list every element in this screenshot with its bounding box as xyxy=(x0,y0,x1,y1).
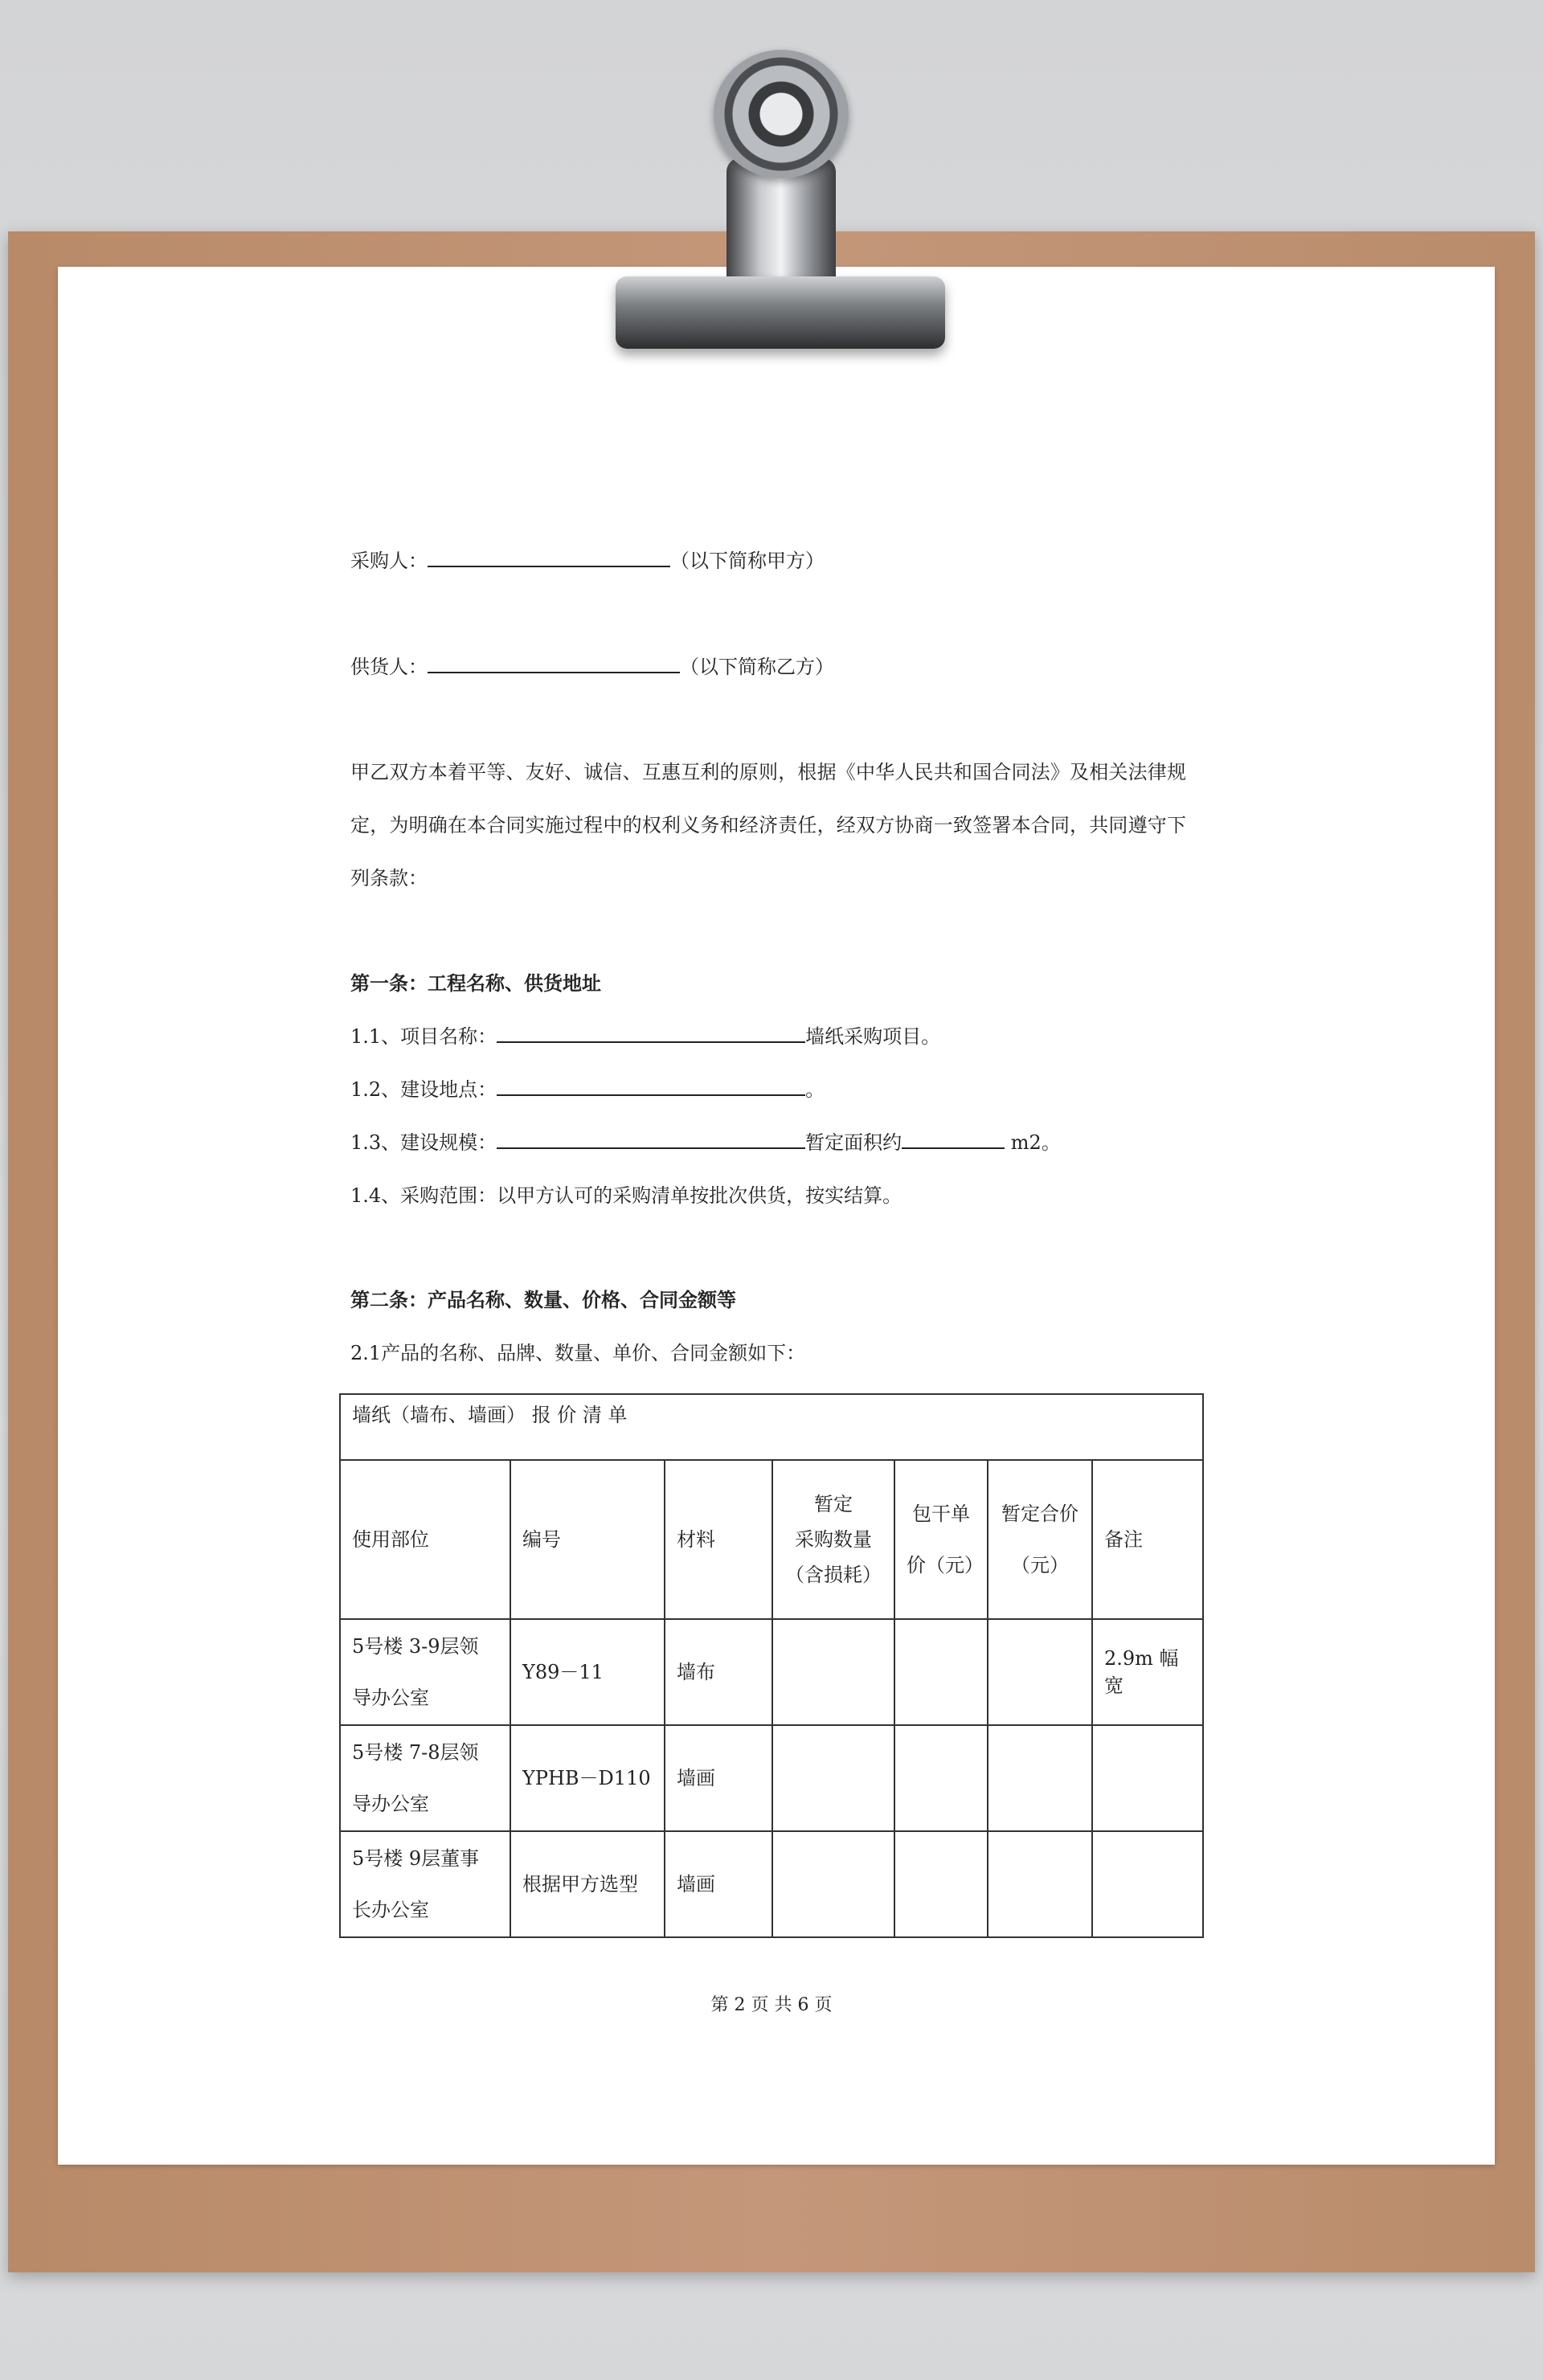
supplier-label: 供货人： xyxy=(350,656,428,678)
location-blank[interactable] xyxy=(497,1078,805,1096)
row1-code: Y89－11 xyxy=(510,1619,665,1725)
header-unit-price xyxy=(894,1460,988,1619)
header-location: 使用部位 xyxy=(340,1460,510,1619)
row1-unit-price[interactable] xyxy=(894,1619,988,1725)
scale-blank[interactable] xyxy=(497,1131,805,1149)
quote-table xyxy=(339,1393,1204,1938)
article1-item1 xyxy=(350,1024,940,1049)
table-row xyxy=(340,1831,1203,1937)
buyer-suffix: （以下简称甲方） xyxy=(670,550,825,572)
row2-unit-price[interactable] xyxy=(894,1725,988,1831)
row1-quantity[interactable] xyxy=(772,1619,894,1725)
binder-clip-jaw xyxy=(616,276,945,349)
supplier-line xyxy=(350,654,834,680)
table-title: 墙纸（墙布、墙画） 报 价 清 单 xyxy=(340,1394,1203,1460)
row3-quantity[interactable] xyxy=(772,1831,894,1937)
row2-location-line1: 5号楼 7-8层领 xyxy=(352,1741,479,1764)
row3-total[interactable] xyxy=(988,1831,1092,1937)
row2-code: YPHB－D110 xyxy=(510,1725,665,1831)
header-quantity-line3: （含损耗） xyxy=(785,1564,882,1586)
binder-clip-ring xyxy=(714,50,849,178)
project-name-blank[interactable] xyxy=(497,1025,805,1043)
row3-location-line2: 长办公室 xyxy=(352,1899,429,1921)
row3-location-line1: 5号楼 9层董事 xyxy=(352,1847,480,1870)
header-unit-price-line1: 包干单 xyxy=(912,1503,970,1525)
item2-label: 1.2、建设地点： xyxy=(350,1078,497,1101)
preamble-paragraph: 甲乙双方本着平等、友好、诚信、互惠互利的原则，根据《中华人民共和国合同法》及相关法律规定，为明确在本合同实施过程中的权利义务和经济责任，经双方协商一致签署本合同，共同遵守下列条款： xyxy=(350,761,1186,889)
row3-code: 根据甲方选型 xyxy=(510,1831,665,1937)
buyer-label: 采购人： xyxy=(350,550,428,572)
row1-material: 墙布 xyxy=(665,1619,772,1725)
header-total-line1: 暂定合价 xyxy=(1001,1503,1078,1525)
row1-location xyxy=(340,1619,510,1725)
item1-suffix: 墙纸采购项目。 xyxy=(805,1025,941,1048)
row1-remark: 2.9m 幅宽 xyxy=(1092,1619,1203,1725)
header-quantity-line2: 采购数量 xyxy=(795,1528,872,1551)
table-row xyxy=(340,1619,1203,1725)
item2-suffix: 。 xyxy=(805,1078,825,1101)
header-code: 编号 xyxy=(510,1460,665,1619)
article2-intro: 2.1产品的名称、品牌、数量、单价、合同金额如下： xyxy=(350,1342,806,1364)
supplier-suffix: （以下简称乙方） xyxy=(680,656,834,678)
table-row xyxy=(340,1725,1203,1831)
row1-location-line1: 5号楼 3-9层领 xyxy=(352,1635,479,1658)
table-header-row xyxy=(340,1460,1203,1619)
row2-remark xyxy=(1092,1725,1203,1831)
item1-label: 1.1、项目名称： xyxy=(350,1025,497,1048)
row2-location-line2: 导办公室 xyxy=(352,1793,429,1815)
item3-mid: 暂定面积约 xyxy=(805,1131,902,1154)
header-total-line2: （元） xyxy=(1011,1554,1069,1576)
row3-material: 墙画 xyxy=(665,1831,772,1937)
item3-label: 1.3、建设规模： xyxy=(350,1131,497,1154)
article2-heading: 第二条：产品名称、数量、价格、合同金额等 xyxy=(350,1288,736,1311)
buyer-blank[interactable] xyxy=(428,550,670,567)
buyer-line xyxy=(350,548,825,574)
row3-location xyxy=(340,1831,510,1937)
header-total xyxy=(988,1460,1092,1619)
article1-item2 xyxy=(350,1077,825,1102)
row2-location xyxy=(340,1725,510,1831)
header-quantity xyxy=(772,1460,894,1619)
row2-quantity[interactable] xyxy=(772,1725,894,1831)
row3-unit-price[interactable] xyxy=(894,1831,988,1937)
header-remark: 备注 xyxy=(1092,1460,1203,1619)
row3-remark xyxy=(1092,1831,1203,1937)
header-material: 材料 xyxy=(665,1460,772,1619)
article1-item4: 1.4、采购范围：以甲方认可的采购清单按批次供货，按实结算。 xyxy=(350,1184,902,1207)
supplier-blank[interactable] xyxy=(428,656,680,673)
row1-location-line2: 导办公室 xyxy=(352,1687,429,1709)
article1-heading: 第一条：工程名称、供货地址 xyxy=(350,971,601,995)
item3-unit: m2。 xyxy=(1005,1131,1061,1154)
row2-material: 墙画 xyxy=(665,1725,772,1831)
header-quantity-line1: 暂定 xyxy=(814,1493,853,1515)
row1-total[interactable] xyxy=(988,1619,1092,1725)
row2-total[interactable] xyxy=(988,1725,1092,1831)
area-blank[interactable] xyxy=(902,1131,1005,1149)
header-unit-price-line2: 价（元） xyxy=(907,1554,984,1576)
page-number: 第 2 页 共 6 页 xyxy=(710,1995,833,2015)
article1-item3 xyxy=(350,1130,1061,1155)
